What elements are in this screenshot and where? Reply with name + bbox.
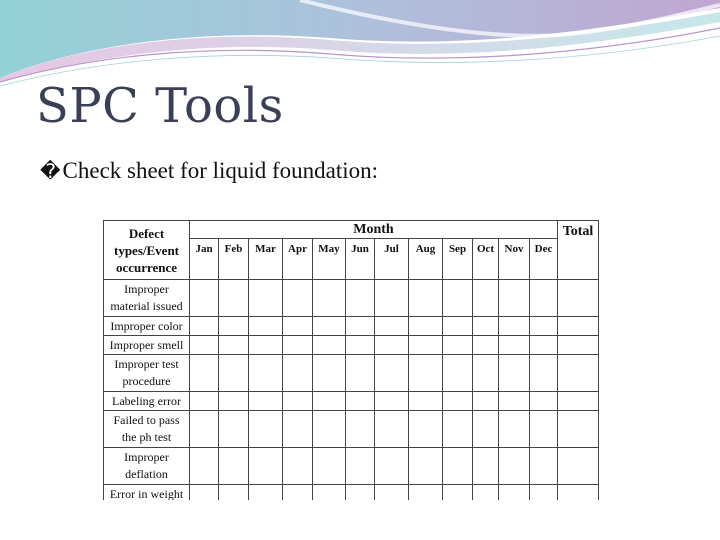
defect-label-line: Improper smell [109, 337, 184, 352]
tally-cell [283, 411, 313, 448]
tally-cell [499, 355, 530, 392]
defect-label-line: procedure [122, 374, 171, 388]
tally-cell [313, 280, 346, 317]
tally-cell [530, 317, 558, 336]
defect-label-line: Improper test [114, 357, 179, 371]
tally-cell [443, 355, 473, 392]
defect-label-line: Improper [124, 282, 169, 296]
tally-cell [219, 336, 249, 355]
tally-cell [346, 317, 375, 336]
defect-label-cell [104, 317, 190, 336]
tally-cell [283, 336, 313, 355]
slide-crop-edge [100, 500, 620, 540]
tally-cell [530, 336, 558, 355]
total-cell [558, 448, 599, 485]
tally-cell [190, 355, 219, 392]
tally-cell [530, 392, 558, 411]
tally-cell [249, 317, 283, 336]
table-row [104, 317, 599, 336]
bullet-icon: � [40, 159, 61, 183]
tally-cell [375, 280, 409, 317]
tally-cell [283, 355, 313, 392]
tally-cell [409, 392, 443, 411]
tally-cell [375, 392, 409, 411]
tally-cell [283, 448, 313, 485]
total-cell [558, 336, 599, 355]
tally-cell [283, 280, 313, 317]
tally-cell [313, 448, 346, 485]
tally-cell [499, 280, 530, 317]
tally-cell [346, 355, 375, 392]
defect-type-header [104, 221, 190, 280]
tally-cell [375, 336, 409, 355]
tally-cell [473, 448, 499, 485]
tally-cell [443, 336, 473, 355]
tally-cell [313, 355, 346, 392]
tally-cell [190, 411, 219, 448]
defect-label-line: Labeling error [112, 393, 181, 408]
tally-cell [473, 411, 499, 448]
month-cell-may: May [313, 239, 346, 280]
month-header: Month [190, 221, 558, 239]
tally-cell [473, 280, 499, 317]
table-row [104, 411, 599, 448]
total-cell [558, 317, 599, 336]
month-cell-mar: Mar [249, 239, 283, 280]
tally-cell [190, 317, 219, 336]
tally-cell [346, 448, 375, 485]
tally-cell [249, 411, 283, 448]
tally-cell [219, 392, 249, 411]
tally-cell [190, 336, 219, 355]
defect-label-line: the ph test [121, 430, 172, 444]
header-wave-banner [0, 0, 720, 90]
tally-cell [443, 448, 473, 485]
tally-cell [443, 280, 473, 317]
tally-cell [283, 392, 313, 411]
table-row [104, 392, 599, 411]
tally-cell [409, 448, 443, 485]
tally-cell [473, 355, 499, 392]
defect-label-cell [104, 280, 190, 317]
tally-cell [499, 411, 530, 448]
tally-cell [313, 392, 346, 411]
tally-cell [443, 392, 473, 411]
total-cell [558, 411, 599, 448]
tally-cell [190, 448, 219, 485]
month-cell-oct: Oct [473, 239, 499, 280]
tally-cell [249, 355, 283, 392]
bullet-item [40, 158, 378, 184]
defect-label-line: Failed to pass [113, 413, 180, 427]
tally-cell [409, 280, 443, 317]
tally-cell [313, 411, 346, 448]
tally-cell [409, 411, 443, 448]
tally-cell [409, 355, 443, 392]
tally-cell [375, 448, 409, 485]
tally-cell [530, 355, 558, 392]
table-row [104, 448, 599, 485]
defect-label-line: Improper color [110, 318, 183, 333]
tally-cell [346, 336, 375, 355]
tally-cell [499, 336, 530, 355]
month-cell-sep: Sep [443, 239, 473, 280]
tally-cell [219, 448, 249, 485]
tally-cell [346, 392, 375, 411]
defect-label-line: Improper [124, 450, 169, 464]
tally-cell [473, 317, 499, 336]
tally-cell [443, 317, 473, 336]
tally-cell [499, 317, 530, 336]
tally-cell [283, 317, 313, 336]
total-header: Total [558, 221, 599, 280]
total-cell [558, 355, 599, 392]
tally-cell [375, 355, 409, 392]
tally-cell [375, 411, 409, 448]
defect-label-cell [104, 336, 190, 355]
tally-cell [313, 317, 346, 336]
total-cell [558, 392, 599, 411]
tally-cell [249, 392, 283, 411]
defect-label-cell [104, 392, 190, 411]
month-cell-dec: Dec [530, 239, 558, 280]
tally-cell [443, 411, 473, 448]
table-row [104, 355, 599, 392]
tally-cell [219, 411, 249, 448]
tally-cell [530, 280, 558, 317]
defect-label-line: material issued [110, 299, 183, 313]
table-row [104, 280, 599, 317]
month-cell-jun: Jun [346, 239, 375, 280]
tally-cell [473, 392, 499, 411]
tally-cell [313, 336, 346, 355]
tally-cell [530, 411, 558, 448]
tally-cell [530, 448, 558, 485]
defect-header-line: types/Event [114, 242, 179, 258]
bullet-text: Check sheet for liquid foundation: [62, 158, 379, 183]
table-row [104, 336, 599, 355]
month-cell-jan: Jan [190, 239, 219, 280]
tally-cell [375, 317, 409, 336]
defect-label-line: Error in weight [109, 486, 184, 501]
month-cell-jul: Jul [375, 239, 409, 280]
month-cell-apr: Apr [283, 239, 313, 280]
defect-label-line: deflation [125, 467, 168, 481]
slide-title: SPC Tools [36, 78, 284, 134]
tally-cell [219, 317, 249, 336]
tally-cell [249, 448, 283, 485]
tally-cell [409, 336, 443, 355]
tally-cell [346, 411, 375, 448]
tally-cell [219, 355, 249, 392]
check-sheet-table [103, 220, 599, 504]
tally-cell [346, 280, 375, 317]
tally-cell [499, 448, 530, 485]
defect-header-line: occurrence [115, 259, 178, 275]
month-cell-aug: Aug [409, 239, 443, 280]
tally-cell [409, 317, 443, 336]
defect-header-line: Defect [128, 225, 165, 241]
tally-cell [190, 392, 219, 411]
tally-cell [249, 280, 283, 317]
defect-label-cell [104, 355, 190, 392]
check-sheet-body [104, 280, 599, 504]
tally-cell [190, 280, 219, 317]
tally-cell [499, 392, 530, 411]
tally-cell [249, 336, 283, 355]
defect-label-cell [104, 411, 190, 448]
tally-cell [473, 336, 499, 355]
defect-label-cell [104, 448, 190, 485]
tally-cell [219, 280, 249, 317]
total-cell [558, 280, 599, 317]
month-cell-nov: Nov [499, 239, 530, 280]
month-cell-feb: Feb [219, 239, 249, 280]
